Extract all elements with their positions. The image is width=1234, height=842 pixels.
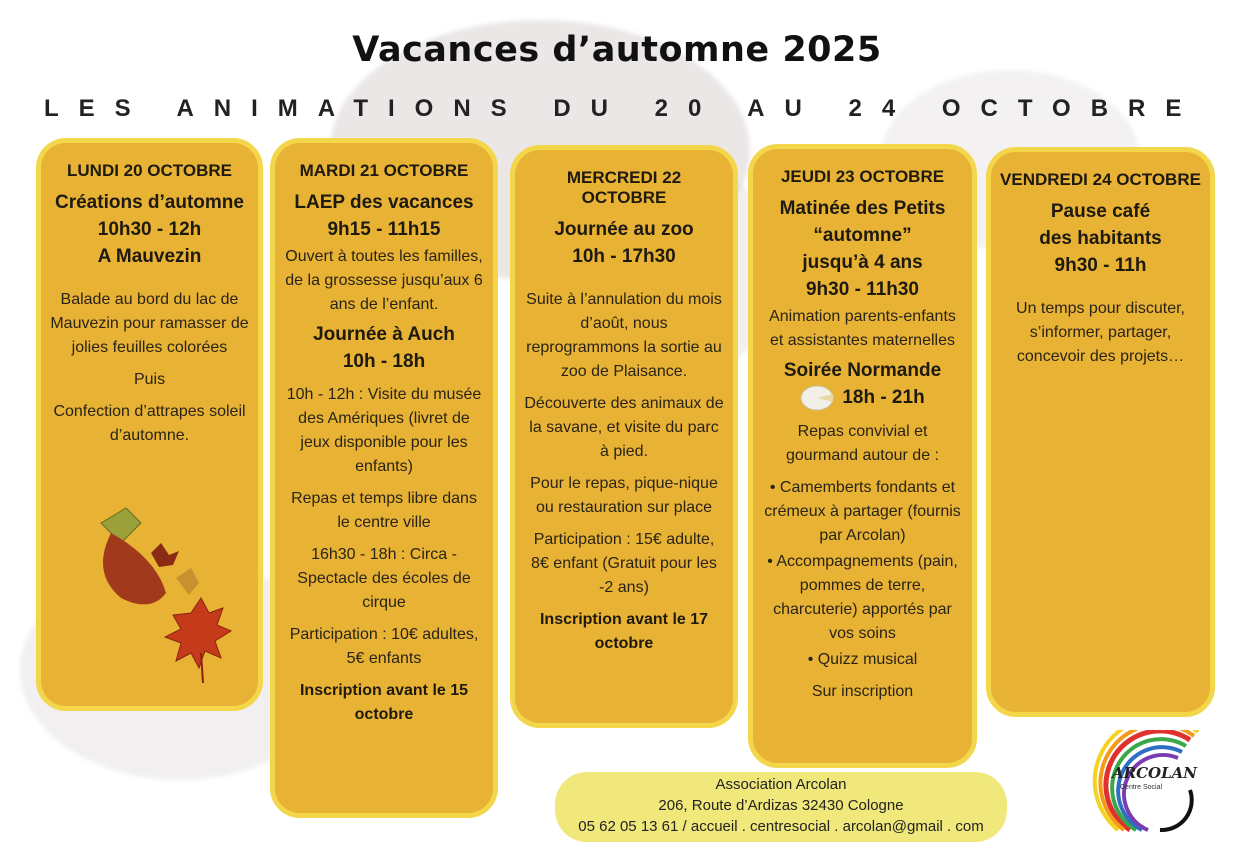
activity-time: 10h - 18h — [342, 351, 426, 372]
activity-time: 9h30 - 11h — [1054, 255, 1147, 276]
day-card-mardi — [270, 138, 498, 818]
activity-time-row — [761, 384, 964, 412]
inscription-note: Inscription avant le 17 octobre — [539, 611, 709, 652]
activity-time: 18h - 21h — [842, 387, 925, 409]
activity-description: Découverte des animaux de la savane, et visite du parc à pied. — [524, 395, 724, 460]
logo-tagline: Centre Social — [1120, 784, 1163, 791]
association-contact: 05 62 05 13 61 / accueil . centresocial . arcolan@gmail . com — [578, 818, 984, 835]
activity-description: Confection d’attrapes soleil d’automne. — [53, 403, 246, 444]
activity-description: Puis — [133, 371, 166, 388]
association-name: Association Arcolan — [715, 776, 847, 793]
day-label: LUNDI 20 OCTOBRE — [67, 161, 232, 180]
participation-price: Participation : 10€ adultes, 5€ enfants — [289, 626, 479, 667]
logo-name: ARCOLAN — [1112, 764, 1198, 782]
day-card-mercredi — [510, 145, 738, 728]
activity-description: Pour le repas, pique-nique ou restauration sur place — [530, 475, 718, 516]
camembert-icon — [800, 384, 834, 412]
activity-description: • Accompagnements (pain, pommes de terre, charcuterie) apportés par vos soins — [767, 553, 958, 642]
page-subtitle: LES ANIMATIONS DU 20 AU 24 OCTOBRE — [44, 95, 1202, 122]
activity-title: LAEP des vacances — [294, 192, 474, 213]
day-label: VENDREDI 24 OCTOBRE — [1000, 170, 1201, 189]
day-card-vendredi — [986, 147, 1215, 717]
activity-title: “automne” — [813, 225, 912, 246]
activity-title: Créations d’automne — [55, 192, 244, 213]
activity-time: 9h15 - 11h15 — [327, 219, 441, 240]
activity-title: Pause café — [1050, 201, 1151, 222]
activity-description: • Quizz musical — [807, 651, 918, 668]
day-label: MARDI 21 OCTOBRE — [299, 161, 469, 180]
activity-description: Un temps pour discuter, s’informer, partager, concevoir des projets… — [1016, 300, 1185, 365]
inscription-note: Sur inscription — [811, 683, 914, 700]
activity-description: Suite à l’annulation du mois d’août, nous reprogrammons la sortie au zoo de Plaisance. — [526, 291, 722, 380]
day-label: JEUDI 23 OCTOBRE — [780, 167, 945, 186]
activity-time: 10h30 - 12h — [97, 219, 202, 240]
activity-time: 9h30 - 11h30 — [805, 279, 920, 300]
activity-title: Soirée Normande — [783, 360, 942, 381]
day-label: MERCREDI 22 OCTOBRE — [566, 168, 682, 207]
participation-price: Participation : 15€ adulte, 8€ enfant (Gratuit pour les -2 ans) — [531, 531, 717, 596]
activity-location: A Mauvezin — [97, 246, 202, 267]
inscription-note: Inscription avant le 15 octobre — [299, 682, 469, 723]
activity-title: Journée à Auch — [313, 324, 455, 345]
page-title: Vacances d’automne 2025 — [352, 30, 882, 70]
association-address: 206, Route d’Ardizas 32430 Cologne — [658, 797, 904, 814]
activity-title: Journée au zoo — [554, 219, 694, 240]
day-card-lundi — [36, 138, 263, 711]
activity-time: 10h - 17h30 — [572, 246, 676, 267]
activity-description: Ouvert à toutes les familles, de la grossesse jusqu’aux 6 ans de l’enfant. — [285, 248, 483, 313]
activity-description: Repas convivial et gourmand autour de : — [786, 423, 939, 464]
activity-description: • Camemberts fondants et crémeux à partager (fournis par Arcolan) — [764, 479, 961, 544]
activity-description: 10h - 12h : Visite du musée des Amériques (livret de jeux disponible pour les enfants) — [286, 386, 482, 475]
activity-title: Matinée des Petits — [779, 198, 946, 219]
activity-description: Repas et temps libre dans le centre ville — [291, 490, 477, 531]
activity-description: 16h30 - 18h : Circa - Spectacle des écoles de cirque — [297, 546, 471, 611]
contact-box — [555, 772, 1007, 842]
activity-description: Animation parents-enfants et assistantes maternelles — [769, 308, 956, 349]
autumn-leaves-illustration — [81, 503, 241, 693]
day-card-jeudi — [748, 144, 977, 768]
activity-age: jusqu’à 4 ans — [802, 252, 923, 273]
activity-title: des habitants — [1039, 228, 1162, 249]
activity-description: Balade au bord du lac de Mauvezin pour ramasser de jolies feuilles colorées — [50, 291, 249, 356]
